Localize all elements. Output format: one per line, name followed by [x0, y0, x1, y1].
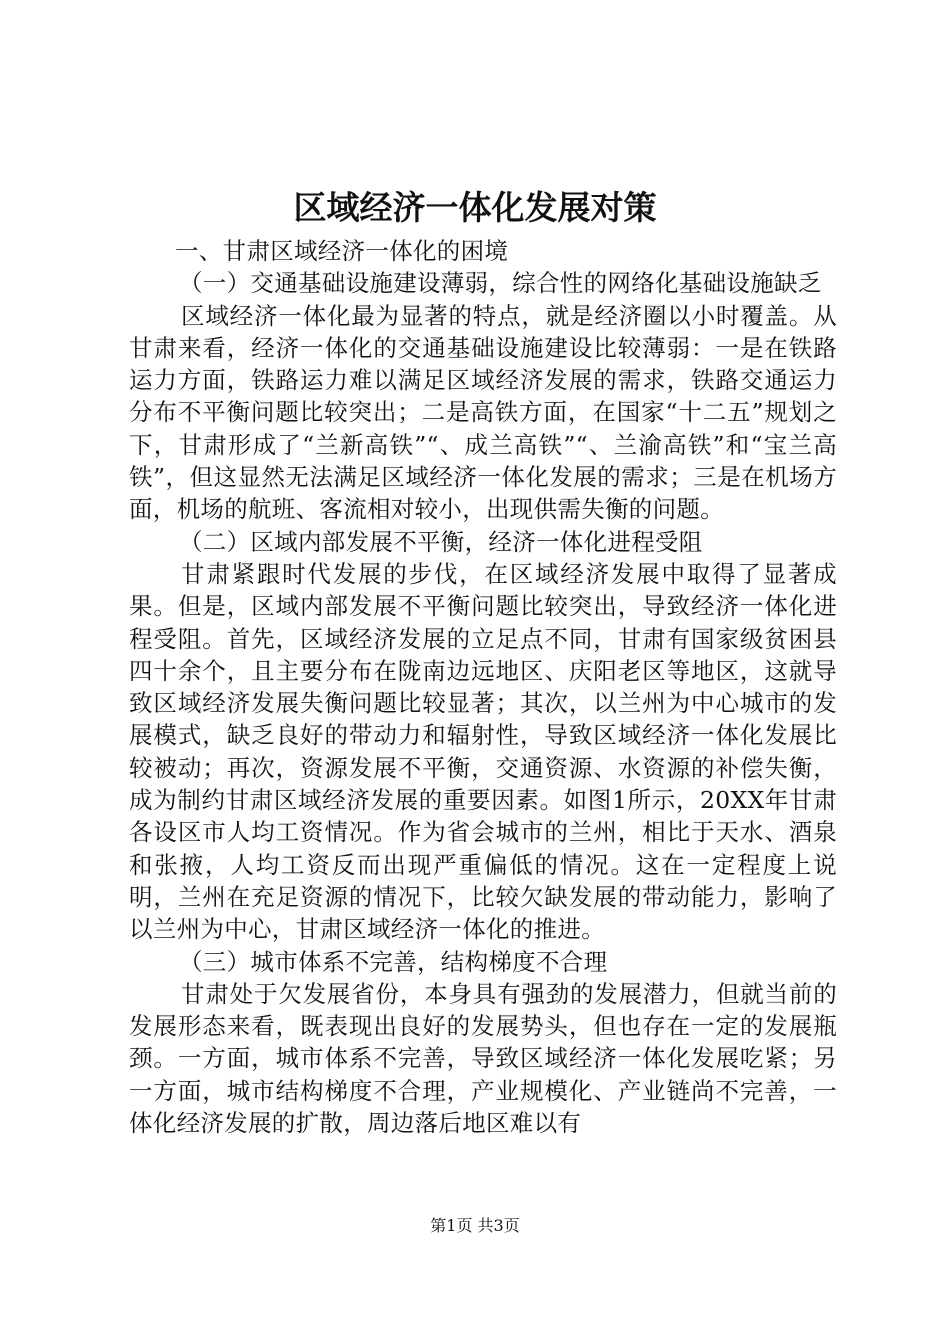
body-paragraph: 甘肃处于欠发展省份，本身具有强劲的发展潜力，但就当前的发展形态来看，既表现出良好的发展势头，但也存在一定的发展瓶颈。一方面，城市体系不完善，导致区域经济一体化发展吃紧；另一方面，城市结构梯度不合理，产业规模化、产业链尚不完善，一体化经济发展的扩散，周边落后地区难以有 — [129, 979, 837, 1138]
document-body — [129, 235, 837, 1139]
section-heading: 一、甘肃区域经济一体化的困境 — [175, 237, 509, 265]
page-title: 区域经济一体化发展对策 — [293, 188, 657, 227]
subsection-heading: （一）交通基础设施建设薄弱，综合性的网络化基础设施缺乏 — [179, 269, 822, 298]
subsection-heading: （二）区域内部发展不平衡，经济一体化进程受阻 — [179, 527, 703, 556]
body-paragraph: 甘肃紧跟时代发展的步伐，在区域经济发展中取得了显著成果。但是，区域内部发展不平衡问题比较突出，导致经济一体化进程受阻。首先，区域经济发展的立足点不同，甘肃有国家级贫困县四十余个，且主要分布在陇南边远地区、庆阳老区等地区，这就导致区域经济发展失衡问题比较显著；其次，以兰州为中心城市的发展模式，缺乏良好的带动力和辐射性，导致区域经济一体化发展比较被动；再次，资源发展不平衡，交通资源、水资源的补偿失衡，成为制约甘肃区域经济发展的重要因素。如图1所示，20XX年甘肃各设区市人均工资情况。作为省会城市的兰州，相比于天水、酒泉和张掖，人均工资反而出现严重偏低的情况。这在一定程度上说明，兰州在充足资源的情况下，比较欠缺发展的带动能力，影响了以兰州为中心，甘肃区域经济一体化的推进。 — [129, 559, 837, 944]
page-footer: 第1页 共3页 — [430, 1216, 520, 1235]
body-paragraph: 区域经济一体化最为显著的特点，就是经济圈以小时覆盖。从甘肃来看，经济一体化的交通基础设施建设比较薄弱：一是在铁路运力方面，铁路运力难以满足区域经济发展的需求，铁路交通运力分布不平衡问题比较突出；二是高铁方面，在国家“十二五”规划之下，甘肃形成了“兰新高铁”“、成兰高铁”“、兰渝高铁”和“宝兰高铁”，但这显然无法满足区域经济一体化发展的需求；三是在机场方面，机场的航班、客流相对较小，出现供需失衡的问题。 — [129, 301, 837, 524]
subsection-heading: （三）城市体系不完善，结构梯度不合理 — [179, 947, 608, 976]
